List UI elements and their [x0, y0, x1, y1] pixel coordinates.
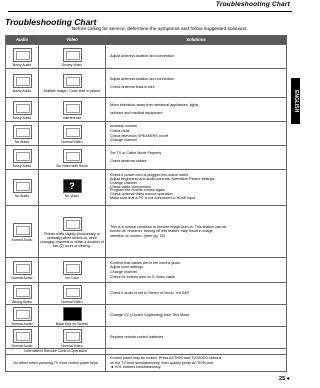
solution-line: Check antenna cables [110, 159, 147, 163]
solution-line: Check television SPEAKERS on/off [110, 133, 168, 138]
question-mark-icon: ? [69, 180, 75, 191]
video-cell [39, 122, 106, 146]
solutions-cell [106, 122, 287, 146]
audio-label: No Audio [14, 139, 30, 144]
solution-line: Adjust color settings [110, 265, 143, 270]
solution-line: Set TV or Cable Mode Properly [110, 151, 162, 156]
video-label: Normal Video [61, 139, 83, 144]
video-label: No Video [64, 193, 80, 198]
solution-line: Control panel may be locked. Press ACTION and TV/VIDEO buttons [110, 356, 222, 361]
video-cell [39, 327, 106, 349]
table-header-row [6, 36, 287, 45]
solution-line: on the TV front simultaneously, then quickly press ACTION and [110, 360, 213, 365]
table-row [6, 283, 287, 305]
header-audio: Audio [6, 36, 39, 45]
audio-label: Normal Audio [11, 321, 33, 326]
tv-icon [13, 48, 32, 62]
tv-icon [13, 101, 32, 115]
tv-icon [13, 223, 32, 237]
solution-line: Program the remote control again [110, 188, 165, 193]
audio-label: Noisy Audio [12, 115, 32, 120]
tv-icon [13, 307, 32, 321]
tv-icon [63, 74, 82, 88]
solution-line: turned off. However, turning off this feature may result in image [110, 229, 213, 234]
tv-icon [63, 48, 82, 62]
video-cell [39, 170, 106, 206]
solution-line: Adjust brightness and audio controls. Normalize Picture settings. [110, 176, 216, 181]
solution-line: Adjust antenna location and connection [110, 54, 175, 59]
remote-symptom: No effect when pressing TV front control panel keys [6, 355, 106, 372]
solution-line: Change channel [110, 138, 137, 143]
audio-cell [6, 170, 39, 206]
solution-line: Check if audio is set to Stereo or Mono, not SAP [110, 291, 190, 296]
tv-icon [63, 217, 82, 231]
video-label: Normal Video [61, 343, 83, 348]
solution-line: Check mute [110, 128, 130, 133]
audio-label: Normal Audio [11, 343, 33, 348]
solution-line: Check cable connections [110, 184, 151, 189]
question-tv-icon [63, 179, 82, 193]
section-title: Troubleshooting Chart [5, 17, 97, 27]
video-cell [39, 305, 106, 327]
tv-icon [63, 101, 82, 115]
black-box-tv-icon [63, 307, 82, 321]
troubleshooting-table [5, 35, 287, 372]
audio-label: Noisy Audio [12, 62, 32, 67]
audio-cell [6, 45, 39, 69]
table-row [6, 69, 287, 98]
audio-label: Noisy Audio [12, 89, 32, 93]
audio-label: Wrong Audio [12, 299, 32, 304]
solution-line: Check if power cord is plugged into active outlet [110, 172, 189, 177]
tv-icon [63, 125, 82, 139]
solutions-cell [106, 45, 287, 69]
table-row [6, 206, 287, 258]
tv-icon [13, 125, 32, 139]
solutions-cell [106, 327, 287, 349]
video-label: Picture shifts slightly (horizontally or vertically) when turned on, while changing channels or within a duration of two (2) hours of viewing. [40, 231, 104, 248]
tv-icon [13, 179, 32, 193]
page-header [0, 0, 300, 14]
video-label: Black Box on Screen [55, 321, 89, 326]
video-label: Snowy Video [61, 62, 83, 67]
video-cell [39, 45, 106, 69]
solution-line: vehicles and medical equipment [110, 111, 163, 115]
audio-cell [6, 122, 39, 146]
audio-label: Normal Audio [11, 276, 33, 280]
solution-line: Adjust antenna location and connection [110, 76, 175, 81]
solution-line: This is a normal condition to prevent image burn-in. This feature can be [110, 224, 227, 229]
video-cell [39, 69, 106, 98]
audio-cell [6, 98, 39, 122]
table-row [6, 305, 287, 327]
tv-icon [63, 285, 82, 299]
solutions-cell [106, 355, 287, 372]
solution-line: retention on screen. (refer pg. 16) [110, 233, 165, 238]
audio-label: No Audio [14, 193, 30, 198]
audio-cell [6, 258, 39, 283]
solutions-cell [106, 170, 287, 206]
table-row [6, 45, 287, 69]
video-cell [39, 98, 106, 122]
audio-cell [6, 69, 39, 98]
remote-row [6, 355, 287, 372]
audio-cell [6, 146, 39, 170]
table-row [6, 122, 287, 146]
tv-icon [63, 149, 82, 163]
tv-icon [13, 74, 32, 88]
header-video: Video [39, 36, 106, 45]
solutions-cell [106, 305, 287, 327]
video-cell [39, 258, 106, 283]
solution-line: Change channel [110, 180, 137, 185]
tv-icon [13, 261, 32, 275]
tv-icon [13, 329, 32, 343]
audio-cell [6, 327, 39, 349]
audio-label: Noisy Audio [12, 163, 32, 168]
video-label: No Color [65, 276, 79, 280]
video-label: Normal Video [61, 299, 83, 304]
video-label: No Video with Snow [56, 163, 88, 168]
solution-line: Check for broken pins on S-Video cable [110, 274, 175, 279]
section-subtitle: Before calling for service, determine the symptoms and follow suggested solutions. [72, 27, 248, 32]
solutions-cell [106, 283, 287, 305]
video-cell [39, 206, 106, 258]
solution-line: Change CC (Closed Captioning) from Text Mode [110, 313, 190, 318]
solutions-cell [106, 98, 287, 122]
solution-line: Change channel [110, 270, 137, 274]
solution-line: Increase volume [110, 124, 138, 129]
solution-line: Move television away from electrical appliances, lights, [110, 103, 200, 108]
page-number: 25 ● [279, 376, 290, 382]
solution-line: Confirm that cables are in the correct jacks [110, 260, 180, 265]
tv-icon [13, 285, 32, 299]
tv-icon [13, 149, 32, 163]
tv-icon [63, 329, 82, 343]
solution-line: Check antenna lead-in wire [110, 84, 155, 89]
table-row [6, 170, 287, 206]
remote-label: Intermittent Remote Control Operation [6, 349, 106, 355]
table-row [6, 258, 287, 283]
solution-line: Make sure that a PC is not connected to HDMI input. [110, 196, 197, 201]
video-cell [39, 283, 106, 305]
video-label: Multiple Image / Color shift in picture [43, 89, 101, 93]
audio-cell [6, 206, 39, 258]
tv-icon [63, 261, 82, 275]
audio-cell [6, 283, 39, 305]
table-row [6, 146, 287, 170]
audio-cell [6, 305, 39, 327]
solution-line: Replace remote control batteries [110, 335, 164, 340]
solutions-cell [106, 69, 287, 98]
video-cell [39, 146, 106, 170]
table-row [6, 98, 287, 122]
header-rule [8, 11, 292, 12]
audio-label: Normal Audio [11, 237, 33, 242]
table-row [6, 327, 287, 349]
solution-line: Check optional video source operation [110, 192, 173, 197]
solutions-cell [106, 146, 287, 170]
solution-line: ◄ VOL buttons simultaneously. [110, 365, 162, 370]
video-label: Interference [62, 115, 82, 120]
solutions-cell [106, 258, 287, 283]
header-title: Troubleshooting Chart [215, 1, 290, 8]
solutions-cell [106, 206, 287, 258]
header-solutions: Solutions [106, 36, 287, 45]
english-side-tab: ENGLISH [291, 78, 300, 124]
